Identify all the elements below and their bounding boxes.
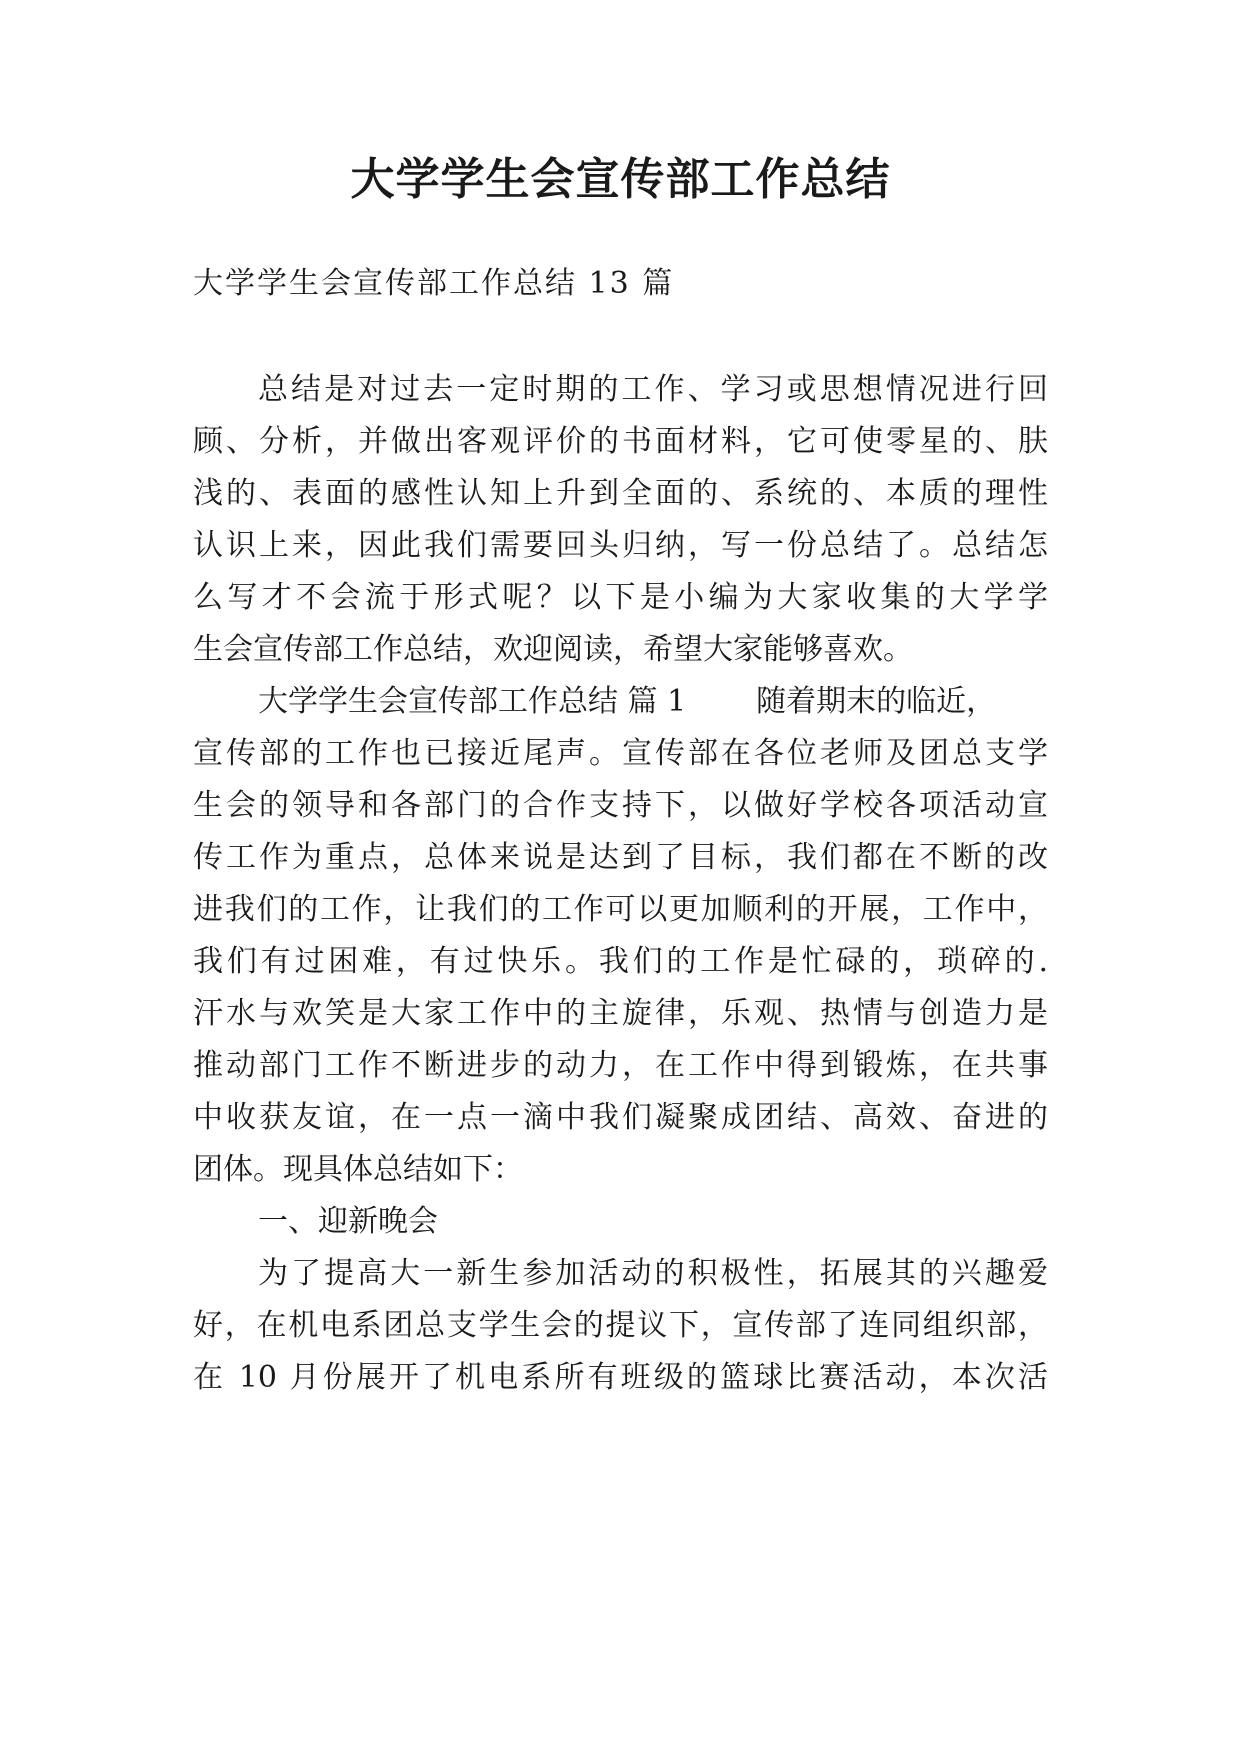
body-line: 好，在机电系团总支学生会的提议下，宣传部了连同组织部， [193, 1308, 1048, 1343]
body-line: 进我们的工作，让我们的工作可以更加顺利的开展，工作中， [193, 892, 1048, 927]
body-line: 在 10 月份展开了机电系所有班级的篮球比赛活动，本次活 [193, 1360, 1048, 1395]
intro-line: 浅的、表面的感性认知上升到全面的、系统的、本质的理性 [193, 476, 1048, 511]
intro-line: 么写才不会流于形式呢？以下是小编为大家收集的大学学 [193, 580, 1048, 615]
body-line: 传工作为重点，总体来说是达到了目标，我们都在不断的改 [193, 840, 1048, 875]
body-line: 我们有过困难，有过快乐。我们的工作是忙碌的，琐碎的. [193, 944, 1048, 979]
document-title: 大学学生会宣传部工作总结 [350, 154, 891, 205]
piece-heading-line [258, 680, 1048, 724]
body-line: 中收获友谊，在一点一滴中我们凝聚成团结、高效、奋进的 [193, 1100, 1048, 1135]
body-line: 宣传部的工作也已接近尾声。宣传部在各位老师及团总支学 [193, 736, 1048, 771]
piece-lead: 随着期末的临近， [756, 684, 997, 719]
intro-line: 总结是对过去一定时期的工作、学习或思想情况进行回 [258, 372, 1048, 407]
body-line: 汗水与欢笑是大家工作中的主旋律，乐观、热情与创造力是 [193, 996, 1048, 1031]
intro-line: 生会宣传部工作总结，欢迎阅读，希望大家能够喜欢。 [193, 632, 913, 667]
document-subtitle: 大学学生会宣传部工作总结 13 篇 [193, 266, 675, 301]
body-line: 生会的领导和各部门的合作支持下，以做好学校各项活动宣 [193, 788, 1048, 823]
body-line: 为了提高大一新生参加活动的积极性，拓展其的兴趣爱 [258, 1256, 1048, 1291]
piece-heading: 大学学生会宣传部工作总结 篇 1 [258, 684, 687, 719]
intro-line: 认识上来，因此我们需要回头归纳，写一份总结了。总结怎 [193, 528, 1048, 563]
body-line: 推动部门工作不断进步的动力，在工作中得到锻炼，在共事 [193, 1048, 1048, 1083]
section-heading: 一、迎新晚会 [258, 1204, 438, 1239]
body-line: 团体。现具体总结如下： [193, 1152, 523, 1187]
intro-line: 顾、分析，并做出客观评价的书面材料，它可使零星的、肤 [193, 424, 1048, 459]
